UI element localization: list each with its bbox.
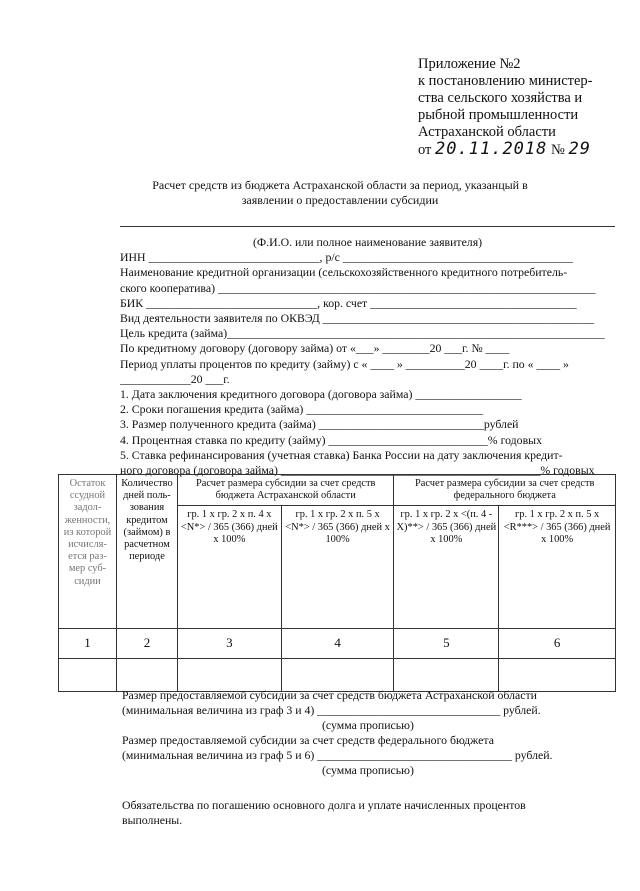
okved-field[interactable]: Вид деятельности заявителя по ОКВЭД ______________________________________________ bbox=[120, 311, 595, 326]
table-cell[interactable] bbox=[394, 658, 499, 691]
handwritten-date: 20.11.2018 bbox=[435, 139, 548, 159]
column-number: 2 bbox=[116, 629, 177, 658]
credit-org-field-1[interactable]: Наименование кредитной организации (сельскохозяйственного кредитного потребитель- bbox=[120, 265, 568, 280]
item-refinancing-rate-2[interactable]: ного договора (договора займа) ____________________________________________% годовых bbox=[120, 463, 595, 478]
col5-formula: гр. 1 x гр. 2 x <(п. 4 - X)**> / 365 (366) дней x 100% bbox=[394, 506, 499, 629]
table-cell[interactable] bbox=[177, 658, 281, 691]
table-cell[interactable] bbox=[281, 658, 394, 691]
regional-subsidy-line-2[interactable]: (минимальная величина из граф 3 и 4) _______________________________ рублей. bbox=[122, 703, 541, 717]
appendix-line-5: Астраханской области bbox=[418, 124, 556, 140]
period-field-2[interactable]: ____________20 ___г. bbox=[120, 371, 230, 386]
contract-field[interactable]: По кредитному договору (договору займа) от «___» ________20 ___г. № ____ bbox=[120, 341, 510, 356]
title-line-2: заявлении о предоставлении субсидии bbox=[241, 193, 439, 207]
col3-formula: гр. 1 x гр. 2 x п. 4 x <N*> / 365 (366) дней x 100% bbox=[177, 506, 281, 629]
appendix-line-1: Приложение №2 bbox=[418, 56, 521, 72]
col4-formula: гр. 1 x гр. 2 x п. 5 x <N*> / 365 (366) дней x 100% bbox=[281, 506, 394, 629]
applicant-fields bbox=[120, 226, 615, 478]
applicant-caption: (Ф.И.О. или полное наименование заявителя) bbox=[252, 235, 483, 249]
inn-field[interactable]: ИНН _____________________________, р/с _______________________________________ bbox=[120, 250, 573, 265]
document-title bbox=[120, 178, 560, 208]
table-cell[interactable] bbox=[116, 658, 177, 691]
item-credit-amount[interactable]: 3. Размер полученного кредита (займа) ____________________________рублей bbox=[120, 417, 519, 432]
federal-budget-header: Расчет размера субсидии за счет средств федерального бюджета bbox=[394, 475, 616, 506]
regional-amount-caption: (сумма прописью) bbox=[322, 718, 414, 732]
period-field-1[interactable]: Период уплаты процентов по кредиту (займу) с « ____ » __________20 ____г. по « ____ » bbox=[120, 356, 569, 371]
appendix-line-4: рыбной промышленности bbox=[418, 107, 579, 123]
table-number-row bbox=[59, 629, 616, 658]
item-contract-date[interactable]: 1. Дата заключения кредитного договора (договора займа) __________________ bbox=[120, 387, 522, 402]
table-cell[interactable] bbox=[59, 658, 117, 691]
table-cell[interactable] bbox=[499, 658, 616, 691]
table-data-row bbox=[59, 658, 616, 691]
applicant-name-line bbox=[120, 226, 615, 227]
obligations-line-1: Обязательства по погашению основного долга и уплате начисленных процентов bbox=[122, 798, 526, 812]
item-refinancing-rate-1[interactable]: 5. Ставка рефинансирования (учетная ставка) Банка России на дату заключения кредит- bbox=[120, 447, 563, 462]
credit-org-field-2[interactable]: ского кооператива) ________________________________________________________________ bbox=[120, 280, 596, 295]
federal-amount-caption: (сумма прописью) bbox=[322, 763, 414, 777]
regional-budget-header: Расчет размера субсидии за счет средств бюджета Астраханской области bbox=[177, 475, 394, 506]
bik-field[interactable]: БИК _____________________________, кор. счет ___________________________________ bbox=[120, 295, 577, 310]
column-number: 1 bbox=[59, 629, 117, 658]
title-line-1: Расчет средств из бюджета Астраханской области за период, указанцый в bbox=[152, 178, 528, 192]
col6-formula: гр. 1 x гр. 2 x п. 5 x <R***> / 365 (366) дней x 100% bbox=[499, 506, 616, 629]
appendix-block bbox=[418, 56, 618, 159]
subsidy-summary bbox=[122, 688, 612, 828]
col2-header: Количество дней поль-зования кредитом (займом) в расчетном периоде bbox=[116, 475, 177, 629]
federal-subsidy-line-2[interactable]: (минимальная величина из граф 5 и 6) _________________________________ рублей. bbox=[122, 748, 553, 762]
item-interest-rate[interactable]: 4. Процентная ставка по кредиту (займу) ___________________________% годовых bbox=[120, 432, 542, 447]
column-number: 3 bbox=[177, 629, 281, 658]
regional-subsidy-line-1: Размер предоставляемой субсидии за счет средств бюджета Астраханской области bbox=[122, 688, 537, 702]
col1-header: Остаток ссудной задол-женности, из которой исчисля-ется раз-мер суб-сидии bbox=[59, 475, 117, 629]
credit-purpose-field[interactable]: Цель кредита (займа)________________________________________________________________ bbox=[120, 326, 605, 341]
federal-subsidy-line-1: Размер предоставляемой субсидии за счет средств федерального бюджета bbox=[122, 733, 494, 747]
date-prefix: от bbox=[418, 142, 432, 158]
column-number: 4 bbox=[281, 629, 394, 658]
subsidy-table bbox=[58, 474, 616, 692]
appendix-line-3: ства сельского хозяйства и bbox=[418, 90, 583, 106]
appendix-line-2: к постановлению министер- bbox=[418, 73, 593, 89]
table-header-row bbox=[59, 475, 616, 506]
obligations-line-2: выполнены. bbox=[122, 813, 183, 827]
column-number: 6 bbox=[499, 629, 616, 658]
number-prefix: № bbox=[551, 142, 565, 158]
handwritten-number: 29 bbox=[568, 139, 591, 159]
column-number: 5 bbox=[394, 629, 499, 658]
item-repayment-terms[interactable]: 2. Сроки погашения кредита (займа) ______________________________ bbox=[120, 402, 484, 417]
spacer bbox=[122, 778, 612, 798]
appendix-date-line bbox=[418, 141, 618, 159]
